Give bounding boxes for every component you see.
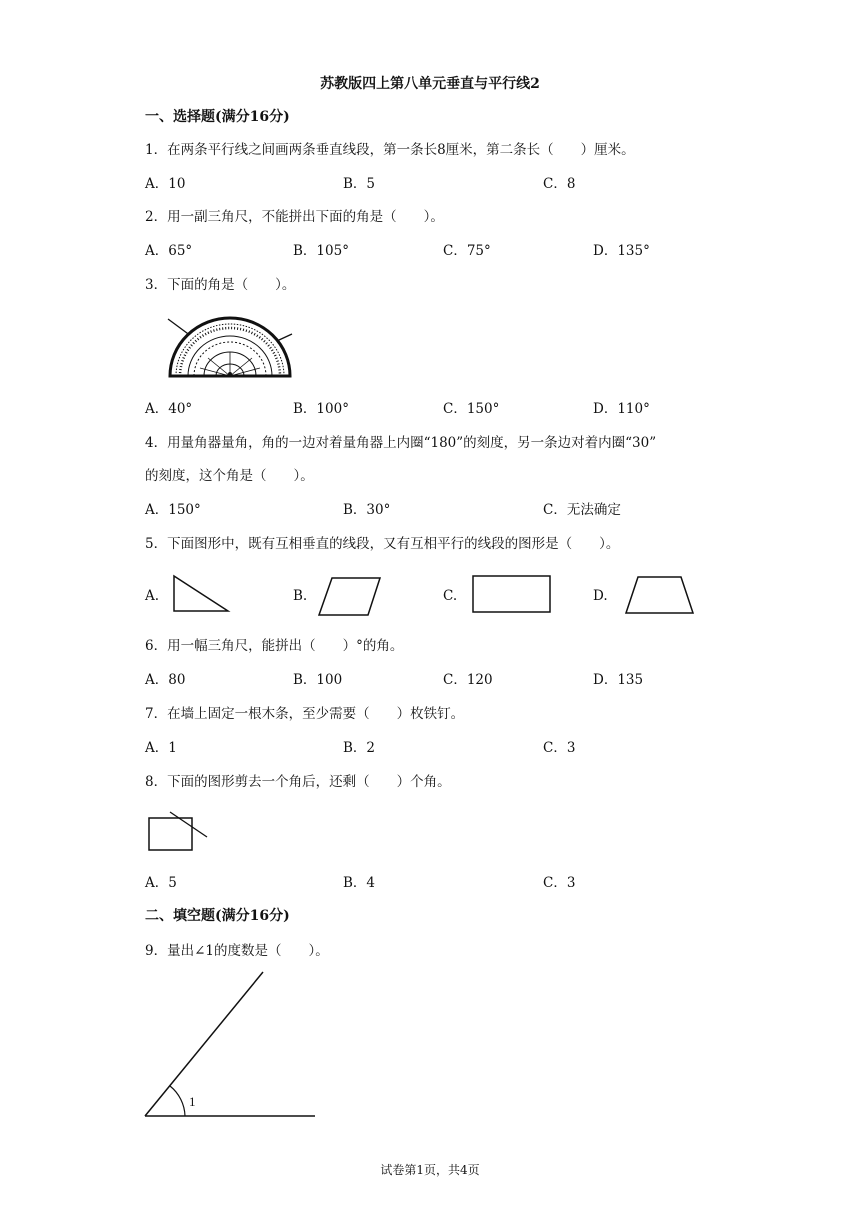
question-4-option-b[interactable]: B．30° xyxy=(343,502,391,518)
angle-1-label: 1 xyxy=(189,1094,196,1109)
protractor-figure xyxy=(160,310,300,380)
question-4-option-c[interactable]: C．无法确定 xyxy=(543,502,621,518)
section-heading-choice: 一、选择题(满分16分) xyxy=(145,109,290,125)
question-3-stem: 3．下面的角是（ ）。 xyxy=(145,277,296,293)
cut-rectangle-figure xyxy=(146,810,210,854)
rectangle-figure xyxy=(470,573,554,615)
question-3-option-a[interactable]: A．40° xyxy=(145,401,193,417)
question-8-option-a[interactable]: A．5 xyxy=(145,875,177,891)
question-6-option-d[interactable]: D．135 xyxy=(593,672,644,688)
question-3-option-d[interactable]: D．110° xyxy=(593,401,650,417)
page-footer: 试卷第1页，共4页 xyxy=(380,1163,480,1177)
question-5-option-d[interactable]: D. xyxy=(593,588,608,604)
question-3-option-b[interactable]: B．100° xyxy=(293,401,349,417)
question-6-option-a[interactable]: A．80 xyxy=(145,672,186,688)
question-2-option-c[interactable]: C．75° xyxy=(443,243,491,259)
question-7-option-a[interactable]: A．1 xyxy=(145,740,177,756)
question-1-option-c[interactable]: C．8 xyxy=(543,176,576,192)
question-1-stem: 1．在两条平行线之间画两条垂直线段，第一条长8厘米，第二条长（ ）厘米。 xyxy=(145,142,635,158)
question-7-option-b[interactable]: B．2 xyxy=(343,740,376,756)
section-heading-fill: 二、填空题(满分16分) xyxy=(145,908,290,924)
question-3-option-c[interactable]: C．150° xyxy=(443,401,500,417)
question-8-option-c[interactable]: C．3 xyxy=(543,875,576,891)
question-9-stem: 9．量出∠1的度数是（ ）。 xyxy=(145,943,329,959)
question-7-stem: 7．在墙上固定一根木条，至少需要（ ）枚铁钉。 xyxy=(145,706,465,722)
question-8-option-b[interactable]: B．4 xyxy=(343,875,376,891)
question-1-option-b[interactable]: B．5 xyxy=(343,176,376,192)
question-2-option-b[interactable]: B．105° xyxy=(293,243,349,259)
question-2-option-d[interactable]: D．135° xyxy=(593,243,650,259)
question-5-option-b[interactable]: B. xyxy=(293,588,308,604)
question-5-option-c[interactable]: C. xyxy=(443,588,458,604)
question-5-option-a[interactable]: A. xyxy=(145,588,160,604)
question-4-option-a[interactable]: A．150° xyxy=(145,502,201,518)
question-2-stem: 2．用一副三角尺，不能拼出下面的角是（ ）。 xyxy=(145,209,444,225)
trapezoid-figure xyxy=(622,574,698,616)
page-title: 苏教版四上第八单元垂直与平行线2 xyxy=(320,76,540,92)
question-4-stem-line1: 4．用量角器量角，角的一边对着量角器上内圈“180”的刻度，另一条边对着内圈“30” xyxy=(145,435,657,451)
question-6-option-c[interactable]: C．120 xyxy=(443,672,493,688)
question-8-stem: 8．下面的图形剪去一个角后，还剩（ ）个角。 xyxy=(145,774,451,790)
question-6-option-b[interactable]: B．100 xyxy=(293,672,343,688)
question-6-stem: 6．用一幅三角尺，能拼出（ ）°的角。 xyxy=(145,638,404,654)
question-1-option-a[interactable]: A．10 xyxy=(145,176,186,192)
right-triangle-figure xyxy=(170,572,232,614)
parallelogram-figure xyxy=(316,575,384,617)
question-4-stem-line2: 的刻度，这个角是（ ）。 xyxy=(145,468,314,484)
question-7-option-c[interactable]: C．3 xyxy=(543,740,576,756)
angle-figure xyxy=(140,966,324,1122)
question-5-stem: 5．下面图形中，既有互相垂直的线段，又有互相平行的线段的图形是（ ）。 xyxy=(145,536,620,552)
question-2-option-a[interactable]: A．65° xyxy=(145,243,193,259)
